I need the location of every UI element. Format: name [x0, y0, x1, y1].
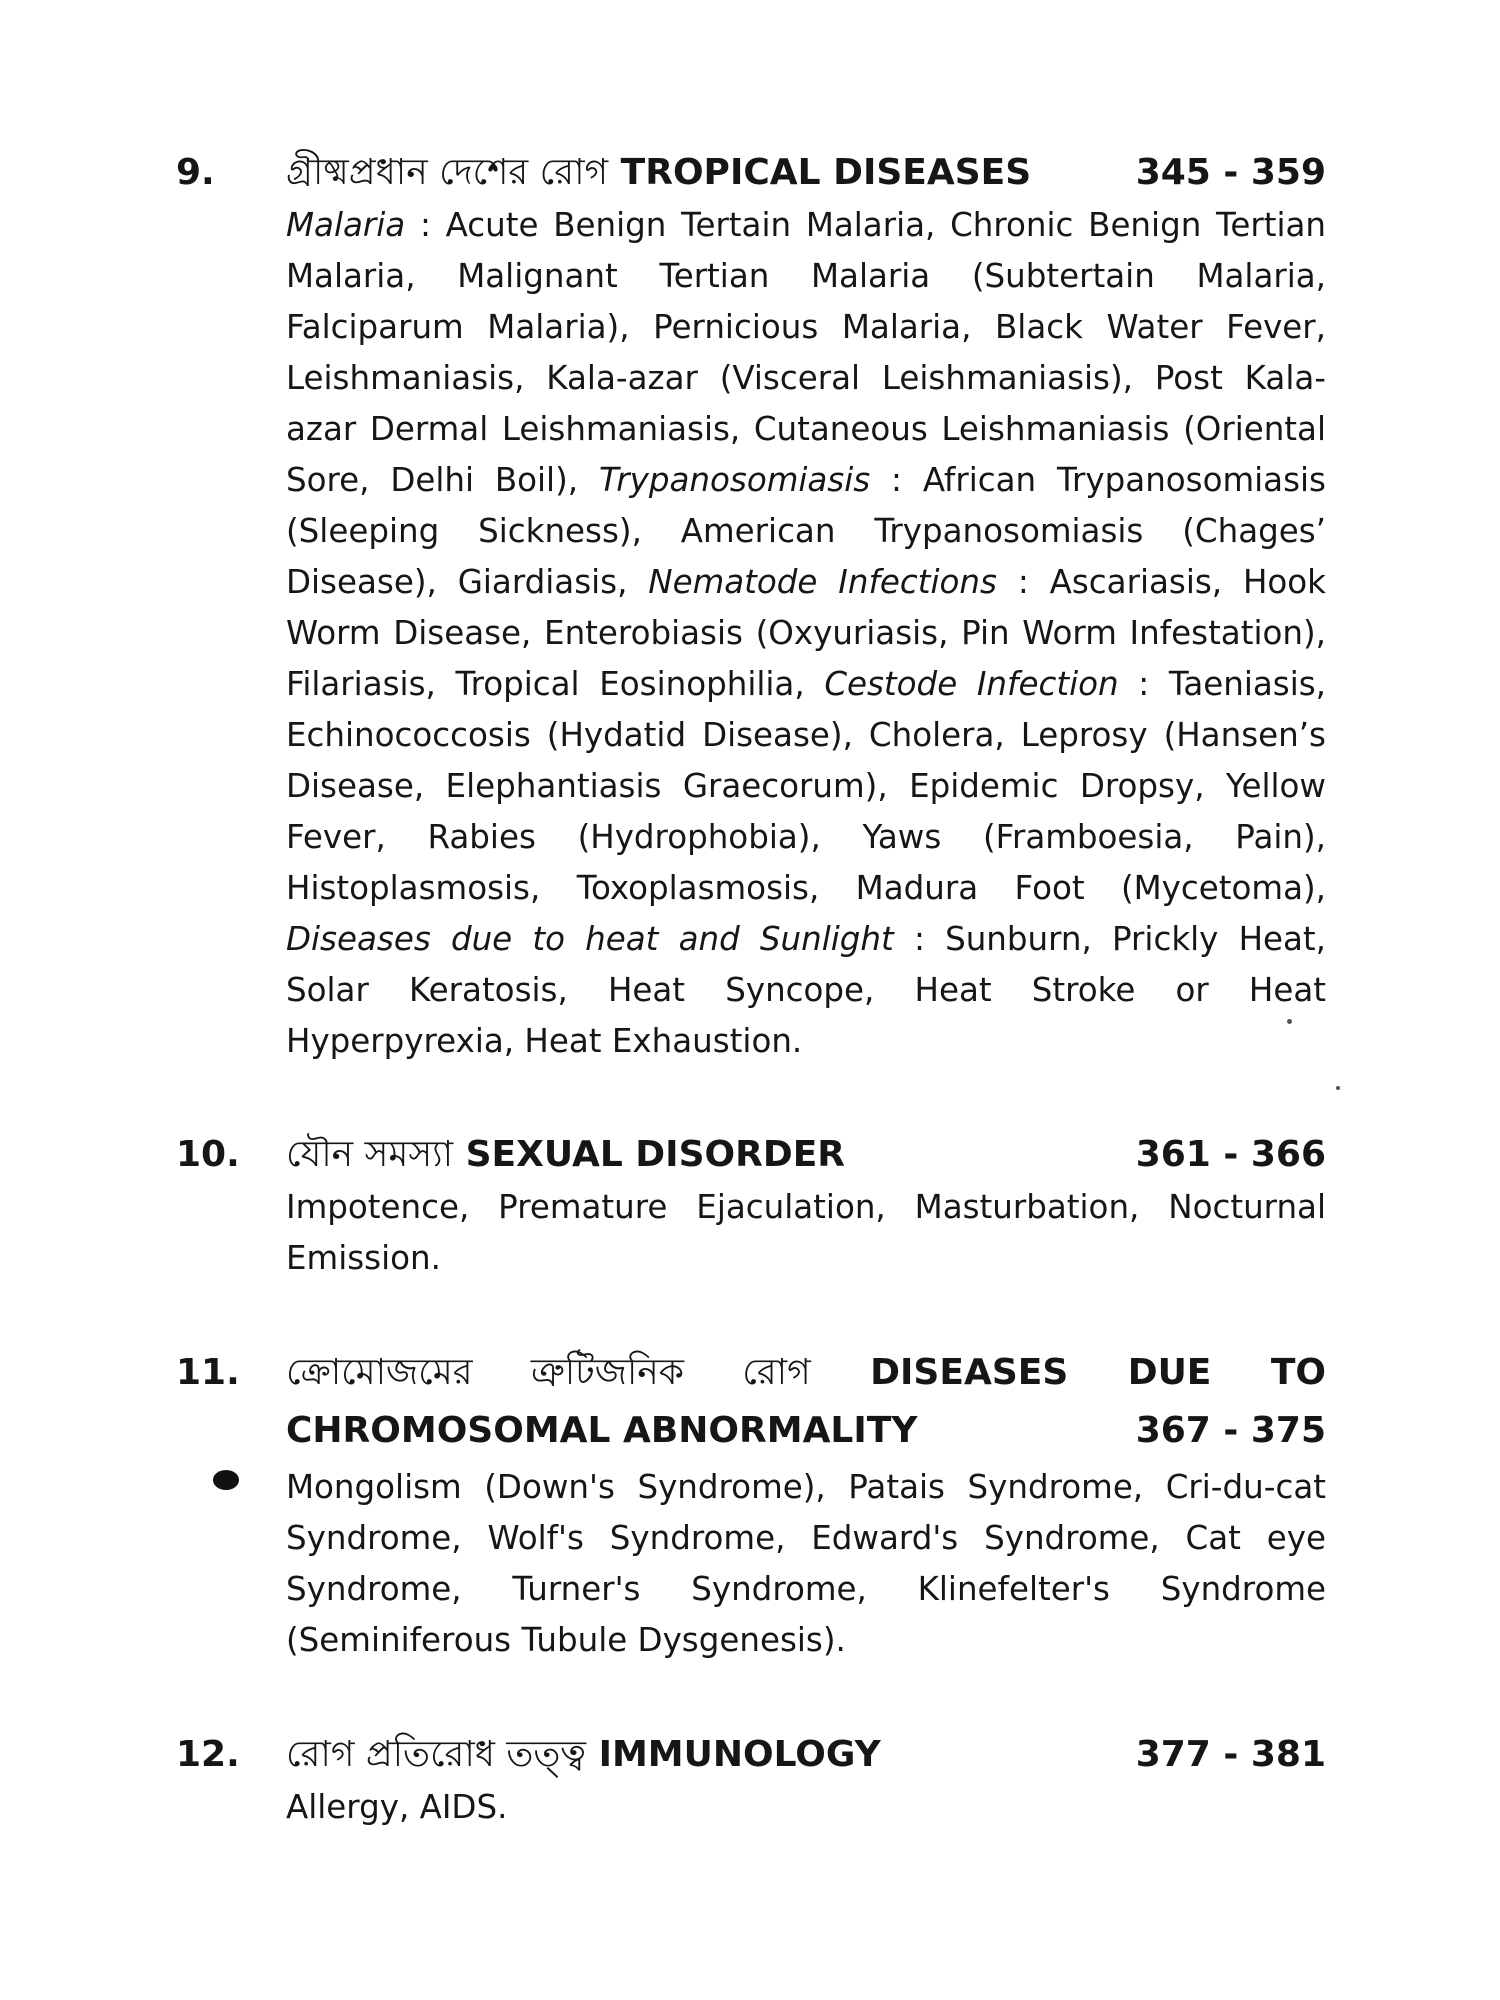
entry-title-bengali: গ্রীষ্মপ্রধান দেশের রোগ	[286, 152, 609, 193]
entry-title-bengali: রোগ প্রতিরোধ তত্ত্ব	[286, 1734, 587, 1775]
toc-entry-11	[176, 1344, 1326, 1666]
entry-heading	[286, 1344, 1326, 1460]
entry-number: 11.	[176, 1352, 240, 1393]
scan-speck	[1287, 1019, 1292, 1024]
entry-number: 9.	[176, 152, 215, 193]
toc-entry-10	[176, 1130, 1326, 1284]
entry-number: 10.	[176, 1134, 240, 1175]
entry-title	[286, 1730, 881, 1780]
entry-title-bengali: ক্রোমোজমের ত্রুটিজনিক রোগ	[286, 1352, 811, 1393]
entry-title	[286, 148, 1031, 198]
entry-heading	[286, 1730, 1326, 1780]
entry-description: Impotence, Premature Ejaculation, Masturbation, Nocturnal Emission.	[286, 1188, 1326, 1277]
entry-page-range: 367 - 375	[1135, 1410, 1326, 1451]
subsection-text: : Ascariasis, Hook Worm Disease, Enterobiasis (Oxyuriasis, Pin Worm Infestation), Filariasis, Tropical Eosinophilia,	[286, 563, 1326, 703]
entry-description: Mongolism (Down's Syndrome), Patais Syndrome, Cri-du-cat Syndrome, Wolf's Syndrome, Edward's Syndrome, Cat eye Syndrome, Turner's Syndrome, Klinefelter's Syndrome (Seminiferous Tubule Dysgenesis).	[286, 1468, 1326, 1659]
subsection-text: : Sunburn, Prickly Heat, Solar Keratosis, Heat Syncope, Heat Stroke or Heat Hyperpyrexia, Heat Exhaustion.	[286, 920, 1327, 1060]
entry-page-range: 345 - 359	[1135, 152, 1326, 193]
subsection-text: : Acute Benign Tertain Malaria, Chronic Benign Tertian Malaria, Malignant Tertian Malaria (Subtertain Malaria, Falciparum Malaria), Pernicious Malaria, Black Water Fever, Leishmaniasis, Kala-azar (Visceral Leishmaniasis), Post Kala-azar Dermal Leishmaniasis, Cutaneous Leishmaniasis (Oriental Sore, Delhi Boil),	[286, 206, 1326, 499]
entry-title-bengali: যৌন সমস্যা	[286, 1134, 454, 1175]
entry-page-range: 361 - 366	[1135, 1134, 1326, 1175]
entry-description: Allergy, AIDS.	[286, 1788, 508, 1826]
entry-number: 12.	[176, 1734, 240, 1775]
entry-heading	[286, 148, 1326, 198]
entry-title-english: IMMUNOLOGY	[598, 1734, 881, 1775]
entry-page-range: 377 - 381	[1135, 1734, 1326, 1775]
toc-entry-9	[176, 148, 1326, 1067]
entry-title-line-2	[286, 1402, 1326, 1460]
entry-title-english: TROPICAL DISEASES	[620, 152, 1032, 193]
subsection-label: Nematode Infections	[648, 563, 997, 601]
subsection-label: Cestode Infection	[824, 665, 1119, 703]
entry-title-english-part-1: DISEASES DUE TO	[870, 1352, 1326, 1393]
subsection-text: : African Trypanosomiasis (Sleeping Sickness), American Trypanosomiasis (Chages’ Disease), Giardiasis,	[286, 461, 1326, 601]
entry-title	[286, 1130, 845, 1180]
subsection-text: : Taeniasis, Echinococcosis (Hydatid Disease), Cholera, Leprosy (Hansen’s Disease, Elephantiasis Graecorum), Epidemic Dropsy, Yellow Fever, Rabies (Hydrophobia), Yaws (Framboesia, Pain), Histoplasmosis, Toxoplasmosis, Madura Foot (Mycetoma),	[286, 665, 1327, 907]
entry-title-english: SEXUAL DISORDER	[465, 1134, 846, 1175]
toc-entry-12	[176, 1730, 1326, 1833]
entry-description	[286, 200, 1326, 1067]
subsection-label: Malaria	[286, 206, 406, 244]
scan-speck	[1336, 1086, 1340, 1090]
subsection-label: Trypanosomiasis	[598, 461, 871, 499]
entry-title-line-1	[286, 1344, 1326, 1402]
entry-heading	[286, 1130, 1326, 1180]
entry-title-english-part-2: CHROMOSOMAL ABNORMALITY	[286, 1410, 918, 1451]
subsection-label: Diseases due to heat and Sunlight	[286, 920, 894, 958]
ink-blot-mark	[213, 1470, 239, 1490]
